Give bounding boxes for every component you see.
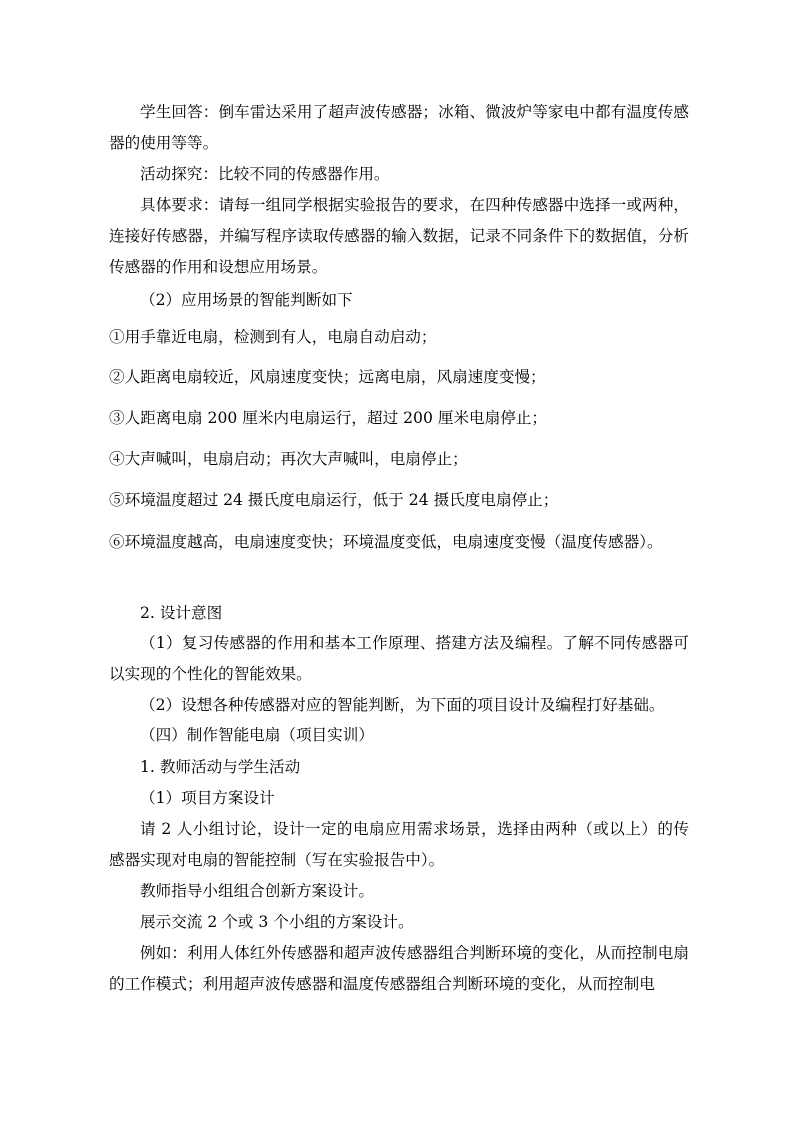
subheading-plan-design: （1）项目方案设计 <box>140 789 275 807</box>
paragraph-design-1: （1）复习传感器的作用和基本工作原理、搭建方法及编程。了解不同传感器可以实现的个性化的智能效果。 <box>109 634 689 683</box>
list-item-1: ①用手靠近电扇，检测到有人，电扇自动启动； <box>109 328 437 346</box>
list-item-2: ②人距离电扇较近，风扇速度变快；远离电扇，风扇速度变慢； <box>109 368 546 386</box>
section-heading-design-intent: 2. 设计意图 <box>140 604 223 622</box>
paragraph-activity: 活动探究：比较不同的传感器作用。 <box>140 165 390 183</box>
paragraph-design-2: （2）设想各种传感器对应的智能判断，为下面的项目设计及编程打好基础。 <box>140 696 665 714</box>
paragraph-scenario-heading: （2）应用场景的智能判断如下 <box>140 291 353 309</box>
paragraph-requirements: 具体要求：请每一组同学根据实验报告的要求，在四种传感器中选择一或两种，连接好传感器，并编写程序读取传感器的输入数据，记录不同条件下的数据值，分析传感器的作用和设想应用场景。 <box>109 196 689 276</box>
section-heading-project: （四）制作智能电扇（项目实训） <box>140 726 374 744</box>
list-item-4: ④大声喊叫，电扇启动；再次大声喊叫，电扇停止； <box>109 450 468 468</box>
paragraph-presentation: 展示交流 2 个或 3 个小组的方案设计。 <box>140 913 414 931</box>
list-item-6: ⑥环境温度越高，电扇速度变快；环境温度变低，电扇速度变慢（温度传感器）。 <box>109 533 663 551</box>
paragraph-example: 例如：利用人体红外传感器和超声波传感器组合判断环境的变化，从而控制电扇的工作模式；利用超声波传感器和温度传感器组合判断环境的变化，从而控制电 <box>109 944 689 993</box>
paragraph-student-answer: 学生回答：倒车雷达采用了超声波传感器；冰箱、微波炉等家电中都有温度传感器的使用等等。 <box>109 103 689 152</box>
paragraph-teacher-guidance: 教师指导小组组合创新方案设计。 <box>140 882 374 900</box>
list-item-5: ⑤环境温度超过 24 摄氏度电扇运行，低于 24 摄氏度电扇停止； <box>109 491 559 509</box>
list-item-3: ③人距离电扇 200 厘米内电扇运行，超过 200 厘米电扇停止； <box>109 409 548 427</box>
paragraph-discussion: 请 2 人小组讨论，设计一定的电扇应用需求场景，选择由两种（或以上）的传感器实现对电扇的智能控制（写在实验报告中）。 <box>109 820 689 869</box>
subheading-activities: 1. 教师活动与学生活动 <box>140 758 301 776</box>
